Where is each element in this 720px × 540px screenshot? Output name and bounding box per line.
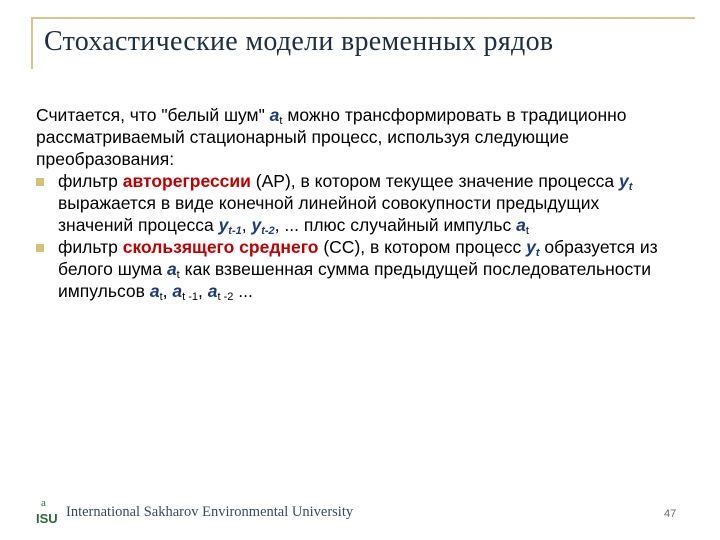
bullet2-text-5: ... <box>233 281 253 301</box>
bullet2-text-1: фильтр <box>58 237 123 257</box>
var-a-sub: t -2 <box>217 291 234 303</box>
var-a-sub: t <box>176 269 180 281</box>
var-y: y <box>619 171 629 191</box>
var-a: a <box>207 281 218 301</box>
var-a-sub: t <box>159 291 163 303</box>
var-y-sub: t <box>535 247 540 259</box>
var-a: a <box>166 259 177 279</box>
bullet-item-ma <box>36 236 676 302</box>
bullet2-text-2: (СС), в котором процесс <box>318 237 527 257</box>
var-a-sub: t <box>279 115 283 127</box>
var-y: y <box>526 237 536 257</box>
logo-text: ISU <box>36 511 58 526</box>
intro-text-2: можно трансформировать в традиционно рассматриваемый стационарный процесс, используя следующие преобразования: <box>36 105 627 169</box>
logo-top-letter: a <box>41 497 46 509</box>
var-y-sub: t-1 <box>228 225 242 237</box>
var-a: a <box>172 281 183 301</box>
separator: , <box>162 281 173 301</box>
separator: , <box>198 281 208 301</box>
slide-title: Стохастические модели временных рядов <box>44 26 554 57</box>
intro-paragraph <box>36 104 676 170</box>
var-y-sub: t-2 <box>261 225 275 237</box>
intro-text-1: Считается, что "белый шум" <box>36 105 270 125</box>
var-a: a <box>516 215 526 235</box>
bullet-list <box>36 170 676 302</box>
bullet1-text-3: выражается в виде конечной линейной совокупности предыдущих значений процесса <box>58 193 600 235</box>
separator: , <box>241 215 252 235</box>
square-bullet-icon <box>36 244 44 252</box>
var-a-sub: t -1 <box>182 291 198 303</box>
isu-logo-icon <box>36 497 58 527</box>
var-y-sub: t <box>628 181 633 193</box>
bullet1-text-2: (АР), в котором текущее значение процесса <box>250 171 619 191</box>
var-a: a <box>149 281 160 301</box>
bullet2-text-4: как взвешенная сумма предыдущей последовательности импульсов <box>58 259 652 301</box>
square-bullet-icon <box>36 178 44 186</box>
var-y: y <box>251 215 262 235</box>
var-a-sub: t <box>525 225 529 237</box>
bullet2-text-3: образуется из белого шума <box>58 237 658 279</box>
page-number: 47 <box>664 508 677 520</box>
footer-university: International Sakharov Environmental University <box>66 504 354 520</box>
var-a: a <box>269 105 280 125</box>
slide-content <box>36 104 676 302</box>
bullet1-text-1: фильтр <box>58 171 123 191</box>
keyword-moving-average: скользящего среднего <box>122 237 319 257</box>
var-y: y <box>218 215 229 235</box>
keyword-autoregression: авторегрессии <box>122 171 251 191</box>
bullet-item-ar <box>36 170 676 236</box>
bullet1-text-4: , ... плюс случайный импульс <box>274 215 517 235</box>
